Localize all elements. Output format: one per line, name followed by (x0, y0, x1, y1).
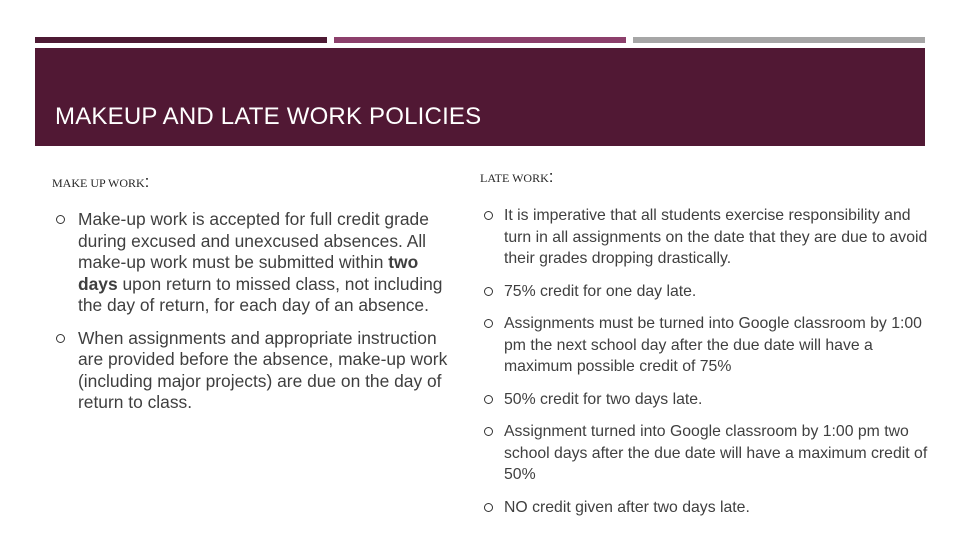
item-text: 50% credit for two days late. (504, 390, 703, 408)
accent-bar-plum (334, 37, 626, 43)
late-work-heading (480, 167, 554, 187)
circle-bullet-icon (484, 287, 493, 296)
circle-bullet-icon (484, 395, 493, 404)
slide-title: MAKEUP AND LATE WORK POLICIES (55, 103, 482, 130)
item-text-after: upon return to missed class, not including the day of return, for each day of an absence. (78, 273, 443, 315)
makeup-work-heading (52, 172, 149, 192)
circle-bullet-icon (484, 503, 493, 512)
item-text: Assignment turned into Google classroom by 1:00 pm two school days after the due date will have a maximum credit of 50% (504, 423, 928, 483)
list-item (484, 313, 936, 378)
circle-bullet-icon (484, 211, 493, 220)
circle-bullet-icon (56, 334, 65, 343)
list-item (56, 209, 448, 317)
item-text-bold: two days (78, 252, 419, 294)
list-item (56, 328, 448, 414)
list-item (484, 389, 936, 411)
list-item (484, 281, 936, 303)
circle-bullet-icon (484, 319, 493, 328)
list-item (484, 205, 936, 270)
heading-colon: : (548, 167, 554, 186)
title-banner (35, 48, 925, 146)
makeup-work-list (56, 209, 448, 425)
item-text: 75% credit for one day late. (504, 282, 697, 300)
item-text: When assignments and appropriate instruction are provided before the absence, make-up work (including major projects) are due on the day of return to class. (78, 327, 448, 412)
late-work-list (484, 205, 936, 529)
list-item (484, 497, 936, 519)
item-text: Assignments must be turned into Google classroom by 1:00 pm the next school day after the due date will have a maximum possible credit of 75% (504, 315, 922, 375)
list-item (484, 421, 936, 486)
item-text-before: Make-up work is accepted for full credit grade during excused and unexcused absences. All make-up work must be submitted within (78, 209, 429, 272)
circle-bullet-icon (56, 215, 65, 224)
accent-bar-dark (35, 37, 327, 43)
makeup-work-heading-text: MAKE UP WORK (52, 176, 145, 190)
heading-colon: : (144, 172, 150, 191)
item-text: It is imperative that all students exercise responsibility and turn in all assignments on the date that they are due to avoid their grades dropping drastically. (504, 207, 928, 267)
item-text: NO credit given after two days late. (504, 498, 750, 516)
accent-bar-gray (633, 37, 925, 43)
late-work-heading-text: LATE WORK (480, 171, 549, 185)
circle-bullet-icon (484, 427, 493, 436)
